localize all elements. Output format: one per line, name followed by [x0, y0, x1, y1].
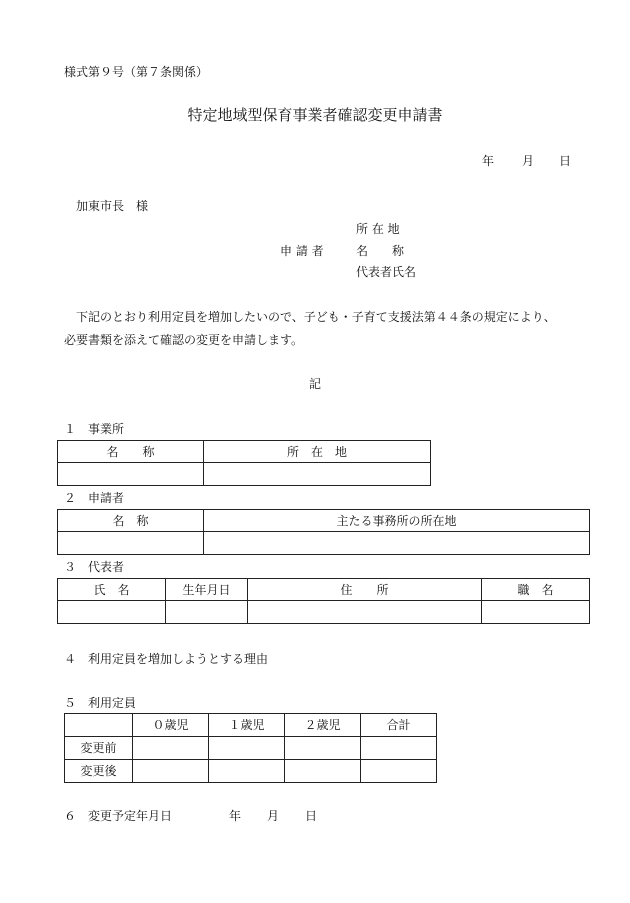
capacity-before-age0-cell — [133, 737, 209, 760]
capacity-corner-cell — [65, 714, 133, 737]
section-5-heading: ５ 利用定員 — [64, 696, 137, 710]
applicant-name-label: 名 称 — [356, 244, 405, 258]
office-location-header: 所 在 地 — [204, 441, 431, 463]
date-month-label: 月 — [522, 154, 535, 168]
body-text-line-1: 下記のとおり利用定員を増加したいので、子ども・子育て支援法第４４条の規定により、 — [76, 310, 556, 324]
representative-title-cell — [482, 601, 590, 624]
applicant-name-cell — [58, 532, 204, 555]
capacity-before-label: 変更前 — [65, 737, 133, 760]
section-3-heading: ３ 代表者 — [64, 560, 125, 574]
applicant-office-location-cell — [204, 532, 590, 555]
capacity-age2-header: ２歳児 — [285, 714, 361, 737]
applicant-name-header: 名 称 — [58, 510, 204, 532]
section-1-heading: １ 事業所 — [64, 422, 125, 436]
section-6-heading: ６ 変更予定年月日 — [64, 809, 173, 823]
representative-name-cell — [58, 601, 166, 624]
section-2-heading: ２ 申請者 — [64, 491, 125, 505]
applicant-location-label: 所 在 地 — [356, 222, 400, 236]
representative-table — [57, 578, 590, 624]
office-table — [57, 440, 431, 486]
applicant-office-location-header: 主たる事務所の所在地 — [204, 510, 590, 532]
capacity-table — [64, 713, 437, 783]
representative-birthdate-header: 生年月日 — [166, 579, 248, 601]
capacity-after-total-cell — [361, 760, 437, 783]
change-date-year-label: 年 — [229, 809, 242, 823]
representative-address-header: 住 所 — [248, 579, 482, 601]
capacity-after-age0-cell — [133, 760, 209, 783]
representative-birthdate-cell — [166, 601, 248, 624]
date-year-label: 年 — [482, 154, 495, 168]
capacity-before-age1-cell — [209, 737, 285, 760]
capacity-total-header: 合計 — [361, 714, 437, 737]
change-date-month-label: 月 — [267, 809, 280, 823]
change-date-day-label: 日 — [305, 809, 318, 823]
capacity-after-age1-cell — [209, 760, 285, 783]
applicant-table — [57, 509, 590, 555]
capacity-age0-header: ０歳児 — [133, 714, 209, 737]
ki-heading: 記 — [308, 377, 321, 391]
office-location-cell — [204, 463, 431, 486]
form-number: 様式第９号（第７条関係） — [64, 65, 209, 79]
capacity-before-age2-cell — [285, 737, 361, 760]
representative-name-header: 氏 名 — [58, 579, 166, 601]
section-4-heading: ４ 利用定員を増加しようとする理由 — [64, 652, 269, 666]
applicant-label: 申 請 者 — [280, 244, 324, 258]
document-title: 特定地域型保育事業者確認変更申請書 — [187, 106, 443, 124]
office-name-header: 名 称 — [58, 441, 204, 463]
office-name-cell — [58, 463, 204, 486]
representative-title-header: 職 名 — [482, 579, 590, 601]
body-text-line-2: 必要書類を添えて確認の変更を申請します。 — [64, 333, 304, 347]
capacity-after-label: 変更後 — [65, 760, 133, 783]
capacity-age1-header: １歳児 — [209, 714, 285, 737]
addressee: 加東市長 様 — [76, 199, 149, 213]
date-day-label: 日 — [559, 154, 572, 168]
applicant-representative-label: 代表者氏名 — [356, 265, 417, 279]
representative-address-cell — [248, 601, 482, 624]
capacity-before-total-cell — [361, 737, 437, 760]
capacity-after-age2-cell — [285, 760, 361, 783]
